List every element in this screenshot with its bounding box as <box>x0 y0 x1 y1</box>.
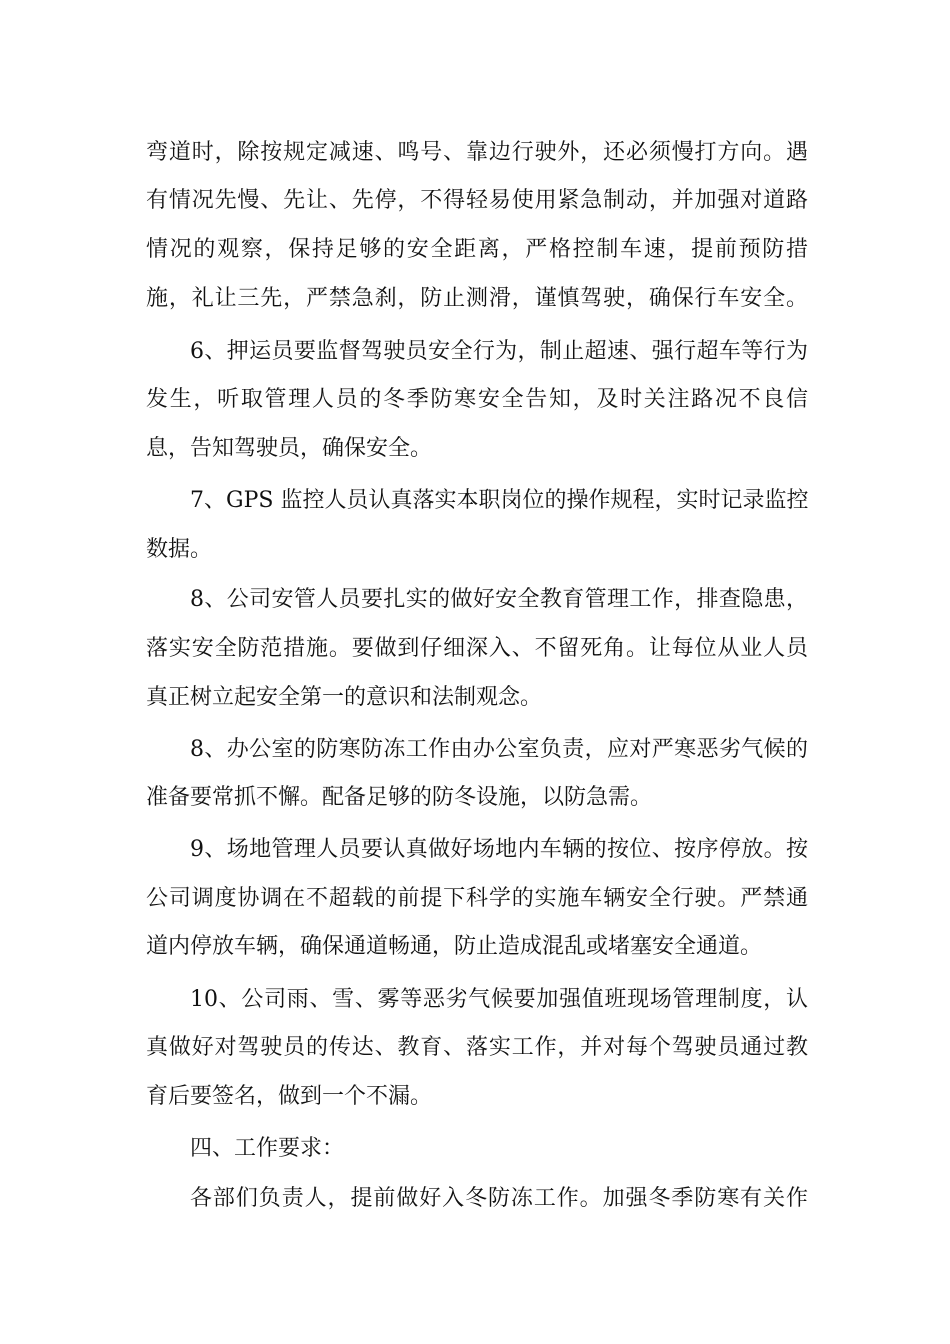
paragraph-8b-line-1: 8、办公室的防寒防冻工作由办公室负责，应对严寒恶劣气候的 <box>190 737 808 762</box>
paragraph-8a-line-3: 真正树立起安全第一的意识和法制观念。 <box>146 685 543 710</box>
requirements-paragraph-line-1: 各部们负责人，提前做好入冬防冻工作。加强冬季防寒有关作 <box>190 1186 808 1211</box>
paragraph-9-line-3: 道内停放车辆，确保通道畅通，防止造成混乱或堵塞安全通道。 <box>146 934 763 959</box>
paragraph-8b-line-2: 准备要常抓不懈。配备足够的防冬设施，以防急需。 <box>146 785 653 810</box>
paragraph-10-line-3: 育后要签名，做到一个不漏。 <box>146 1084 433 1109</box>
paragraph-8a-line-2: 落实安全防范措施。要做到仔细深入、不留死角。让每位从业人员 <box>146 636 808 661</box>
paragraph-8a-line-1: 8、公司安管人员要扎实的做好安全教育管理工作，排查隐患， <box>190 587 808 612</box>
paragraph-10-line-1: 10、公司雨、雪、雾等恶劣气候要加强值班现场管理制度，认 <box>190 987 808 1012</box>
paragraph-7-line-1: 7、GPS 监控人员认真落实本职岗位的操作规程，实时记录监控 <box>190 488 809 513</box>
paragraph-9-line-1: 9、场地管理人员要认真做好场地内车辆的按位、按序停放。按 <box>190 837 808 862</box>
text-line-4: 施，礼让三先，严禁急刹，防止测滑，谨慎驾驶，确保行车安全。 <box>146 286 808 311</box>
section-heading-work-requirements: 四、工作要求： <box>190 1136 345 1161</box>
paragraph-10-line-2: 真做好对驾驶员的传达、教育、落实工作，并对每个驾驶员通过教 <box>146 1035 808 1060</box>
paragraph-6-line-1: 6、押运员要监督驾驶员安全行为，制止超速、强行超车等行为 <box>190 339 808 364</box>
paragraph-6-line-2: 发生，听取管理人员的冬季防寒安全告知，及时关注路况不良信 <box>146 387 808 412</box>
text-line-2: 有情况先慢、先让、先停，不得轻易使用紧急制动，并加强对道路 <box>146 188 808 213</box>
paragraph-6-line-3: 息，告知驾驶员，确保安全。 <box>146 436 433 461</box>
paragraph-9-line-2: 公司调度协调在不超载的前提下科学的实施车辆安全行驶。严禁通 <box>146 886 808 911</box>
text-line-1: 弯道时，除按规定减速、鸣号、靠边行驶外，还必须慢打方向。遇 <box>146 140 808 165</box>
text-line-3: 情况的观察，保持足够的安全距离，严格控制车速，提前预防措 <box>146 237 808 262</box>
paragraph-7-line-2: 数据。 <box>146 537 213 562</box>
